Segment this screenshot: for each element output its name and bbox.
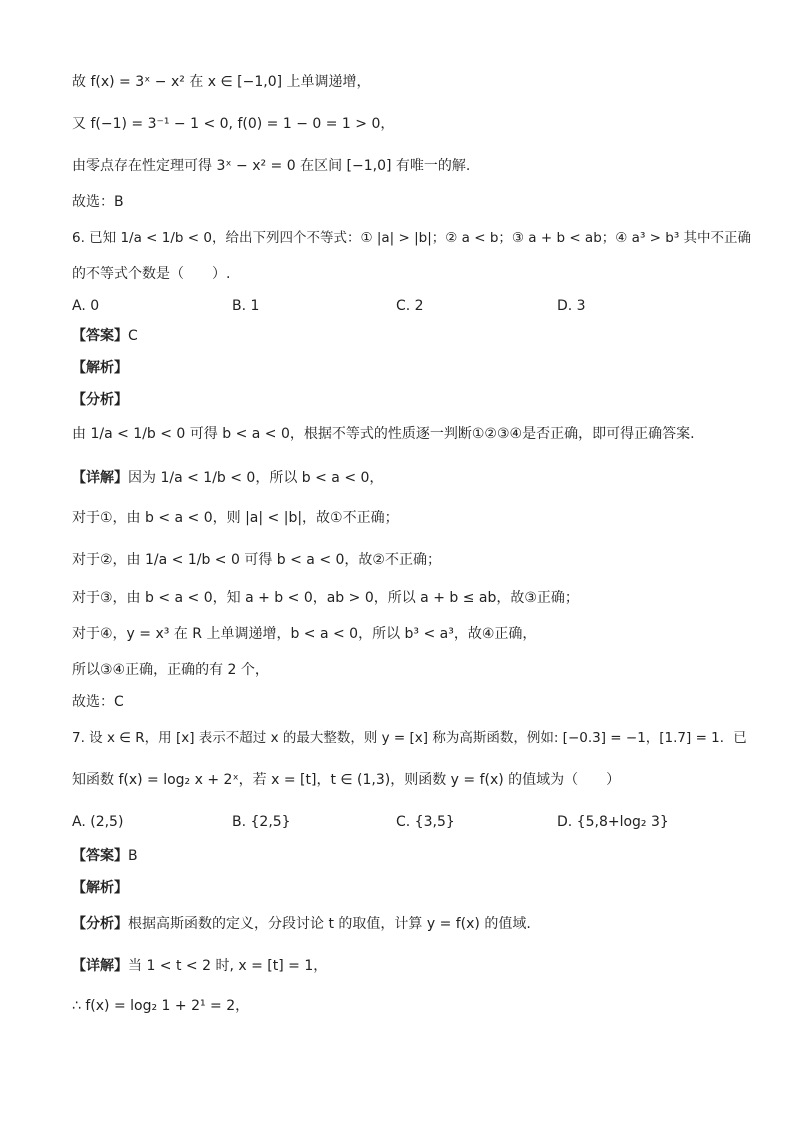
fenxi-tag: 【分析】 (72, 916, 128, 932)
answer-tag: 【答案】 (72, 848, 128, 864)
option-c: C. 2 (396, 298, 424, 314)
fenxi-text: 根据高斯函数的定义，分段讨论 t 的取值，计算 y = f(x) 的值域. (128, 916, 531, 932)
detail-tag: 【详解】 (72, 470, 128, 486)
option-d: D. 3 (557, 298, 586, 314)
answer-value: C (128, 328, 138, 344)
option-c: C. {3,5} (396, 814, 455, 830)
text-line: 又 f(−1) = 3⁻¹ − 1 < 0, f(0) = 1 − 0 = 1 > 0， (72, 116, 395, 132)
option-b: B. {2,5} (232, 814, 291, 830)
text-line: 由零点存在性定理可得 3ˣ − x² = 0 在区间 [−1,0] 有唯一的解. (72, 158, 471, 174)
text-line: 故 f(x) = 3ˣ − x² 在 x ∈ [−1,0] 上单调递增， (72, 74, 371, 90)
analysis-tag: 【解析】 (72, 880, 128, 896)
text-line: 所以③④正确，正确的有 2 个， (72, 662, 269, 678)
option-a: A. (2,5) (72, 814, 124, 830)
detail-text: 当 1 < t < 2 时, x = [t] = 1， (128, 958, 328, 974)
text-line: 对于①，由 b < a < 0，则 |a| < |b|，故①不正确； (72, 510, 399, 526)
text-line: 故选：C (72, 694, 124, 710)
text-line: 对于②，由 1/a < 1/b < 0 可得 b < a < 0，故②不正确； (72, 552, 441, 568)
answer-line (72, 846, 734, 866)
question-7-stem-cont: 知函数 f(x) = log₂ x + 2ˣ，若 x = [t]，t ∈ (1,3)，则函数 y = f(x) 的值域为（ ） (72, 772, 621, 788)
detail-line (72, 956, 734, 976)
answer-value: B (128, 848, 138, 864)
text-line: 故选：B (72, 194, 124, 210)
question-7-stem: 7. 设 x ∈ R，用 [x] 表示不超过 x 的最大整数，则 y = [x] 称为高斯函数，例如: [−0.3] = −1，[1.7] = 1．已 (72, 730, 747, 746)
question-6-stem-cont: 的不等式个数是（ ）. (72, 266, 231, 282)
fenxi-text: 由 1/a < 1/b < 0 可得 b < a < 0，根据不等式的性质逐一判断①②③④是否正确，即可得正确答案. (72, 426, 695, 442)
option-b: B. 1 (232, 298, 260, 314)
text-line: ∴ f(x) = log₂ 1 + 2¹ = 2， (72, 998, 250, 1014)
fenxi-tag: 【分析】 (72, 392, 128, 408)
option-d: D. {5,8+log₂ 3} (557, 814, 669, 830)
detail-line (72, 468, 734, 488)
text-line: 对于③，由 b < a < 0，知 a + b < 0，ab > 0，所以 a + b ≤ ab，故③正确； (72, 590, 579, 606)
question-6-stem: 6. 已知 1/a < 1/b < 0，给出下列四个不等式：① |a| > |b|；② a < b；③ a + b < ab；④ a³ > b³ 其中不正确 (72, 230, 752, 246)
option-a: A. 0 (72, 298, 100, 314)
text-line: 对于④，y = x³ 在 R 上单调递增，b < a < 0，所以 b³ < a³，故④正确， (72, 626, 537, 642)
answer-line (72, 326, 734, 346)
detail-tag: 【详解】 (72, 958, 128, 974)
answer-tag: 【答案】 (72, 328, 128, 344)
analysis-tag: 【解析】 (72, 360, 128, 376)
fenxi-line (72, 914, 734, 934)
detail-text: 因为 1/a < 1/b < 0，所以 b < a < 0， (128, 470, 384, 486)
